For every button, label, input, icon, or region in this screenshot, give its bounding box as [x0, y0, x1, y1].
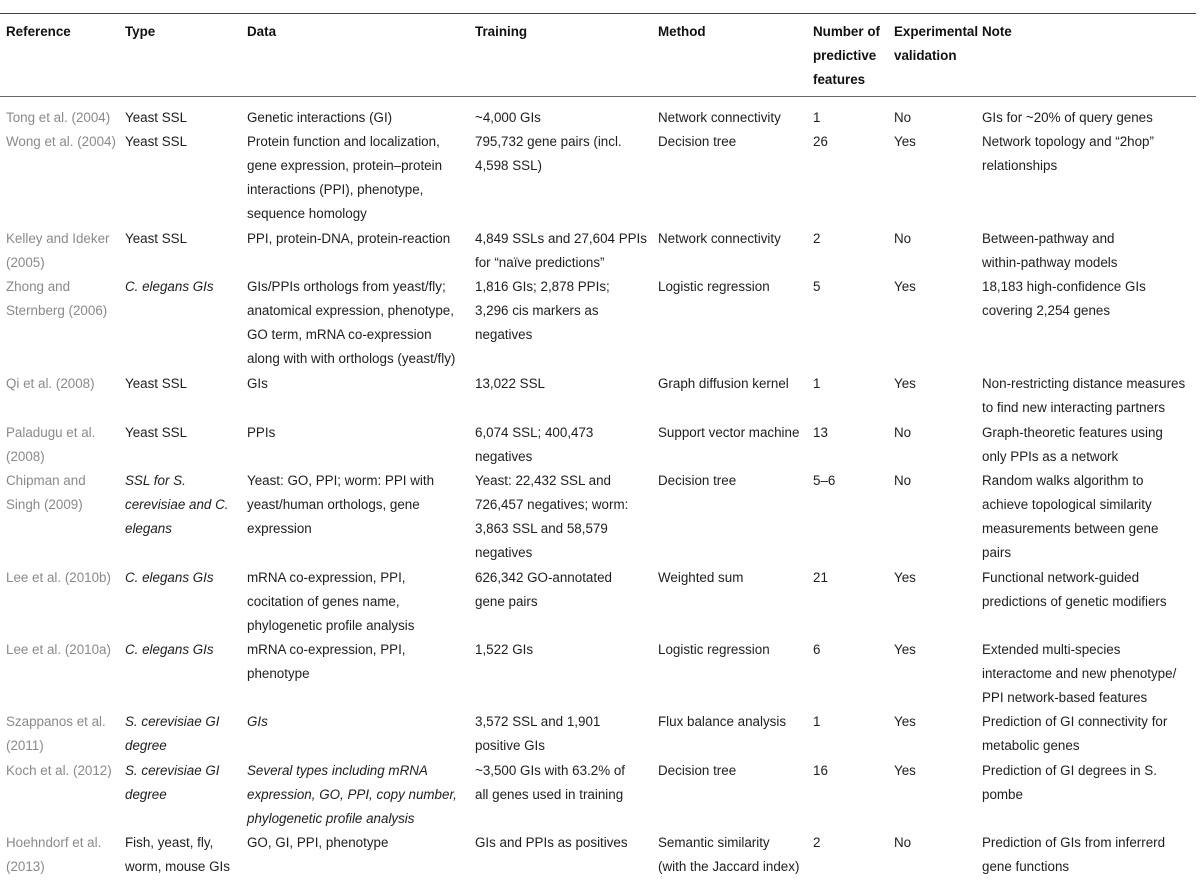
cell-method: Weighted sum [658, 570, 744, 585]
cell-training: 13,022 SSL [475, 376, 545, 391]
cell-data: Yeast: GO, PPI; worm: PPI with yeast/human orthologs, gene expression [247, 473, 435, 536]
cell-features: 6 [813, 642, 821, 657]
cell-type: C. elegans GIs [125, 642, 214, 657]
cell-features: 13 [813, 425, 828, 440]
cell-note: Prediction of GI degrees in S. pombe [982, 763, 1157, 802]
cell-data: Several types including mRNA expression, GO, PPI, copy number, phylogenetic profile analysis [247, 763, 457, 826]
cell-features: 1 [813, 376, 821, 391]
cell-validation: Yes [894, 279, 916, 294]
cell-training: ~3,500 GIs with 63.2% of all genes used in training [475, 763, 625, 802]
cell-note: Prediction of GI connectivity for metabolic genes [982, 714, 1168, 753]
cell-features: 1 [813, 110, 821, 125]
cell-validation: No [894, 835, 912, 850]
cell-data: Genetic interactions (GI) [247, 110, 393, 125]
header-data: Data [247, 24, 277, 39]
header-note: Note [982, 24, 1012, 39]
cell-data: Protein function and localization, gene expression, protein–protein interactions (PPI), phenotype, sequence homology [247, 134, 443, 221]
header-type: Type [125, 24, 156, 39]
cell-validation: Yes [894, 642, 916, 657]
table-top-rule [0, 13, 1196, 14]
cell-note: Extended multi-species interactome and new phenotype/ PPI network-based features [982, 642, 1177, 705]
header-reference: Reference [6, 24, 71, 39]
cell-validation: Yes [894, 134, 916, 149]
cell-reference: Zhong and Sternberg (2006) [6, 279, 108, 318]
cell-type: Yeast SSL [125, 110, 188, 125]
cell-type: Yeast SSL [125, 376, 188, 391]
cell-data: mRNA co-expression, PPI, phenotype [247, 642, 406, 681]
cell-features: 2 [813, 231, 821, 246]
cell-reference: Chipman and Singh (2009) [6, 473, 86, 512]
cell-reference: Koch et al. (2012) [6, 763, 112, 778]
cell-data: GO, GI, PPI, phenotype [247, 835, 389, 850]
cell-note: GIs for ~20% of query genes [982, 110, 1153, 125]
cell-validation: No [894, 231, 912, 246]
cell-note: Network topology and “2hop” relationships [982, 134, 1154, 173]
cell-note: Non-restricting distance measures to find new interacting partners [982, 376, 1186, 415]
cell-training: 6,074 SSL; 400,473 negatives [475, 425, 594, 464]
cell-note: Graph-theoretic features using only PPIs as a network [982, 425, 1163, 464]
cell-features: 26 [813, 134, 828, 149]
cell-training: 1,816 GIs; 2,878 PPIs; 3,296 cis markers as negatives [475, 279, 610, 342]
cell-reference: Qi et al. (2008) [6, 376, 95, 391]
cell-method: Support vector machine [658, 425, 800, 440]
cell-method: Decision tree [658, 763, 737, 778]
cell-validation: Yes [894, 570, 916, 585]
cell-method: Semantic similarity (with the Jaccard index) [658, 835, 800, 874]
cell-validation: No [894, 473, 912, 488]
cell-method: Network connectivity [658, 110, 781, 125]
cell-validation: Yes [894, 714, 916, 729]
cell-validation: Yes [894, 376, 916, 391]
cell-note: Functional network-guided predictions of genetic modifiers [982, 570, 1167, 609]
cell-method: Flux balance analysis [658, 714, 787, 729]
cell-type: Fish, yeast, fly, worm, mouse GIs [125, 835, 230, 874]
cell-reference: Lee et al. (2010a) [6, 642, 111, 657]
cell-method: Decision tree [658, 134, 737, 149]
cell-type: C. elegans GIs [125, 279, 214, 294]
cell-type: S. cerevisiae GI degree [125, 714, 220, 753]
cell-features: 1 [813, 714, 821, 729]
cell-features: 16 [813, 763, 828, 778]
cell-training: ~4,000 GIs [475, 110, 541, 125]
cell-note: Random walks algorithm to achieve topological similarity measurements between gene pairs [982, 473, 1159, 560]
cell-reference: Wong et al. (2004) [6, 134, 116, 149]
cell-features: 5–6 [813, 473, 836, 488]
cell-data: mRNA co-expression, PPI, cocitation of genes name, phylogenetic profile analysis [247, 570, 415, 633]
cell-method: Network connectivity [658, 231, 781, 246]
cell-type: S. cerevisiae GI degree [125, 763, 220, 802]
cell-features: 2 [813, 835, 821, 850]
cell-type: Yeast SSL [125, 134, 188, 149]
header-features: Number of predictive features [813, 24, 880, 87]
header-method: Method [658, 24, 706, 39]
cell-data: GIs/PPIs orthologs from yeast/fly; anatomical expression, phenotype, GO term, mRNA co-expression along with with orthologs (yeast/fly) [247, 279, 456, 366]
cell-method: Decision tree [658, 473, 737, 488]
cell-validation: No [894, 110, 912, 125]
cell-data: GIs [247, 714, 268, 729]
header-training: Training [475, 24, 528, 39]
cell-reference: Tong et al. (2004) [6, 110, 111, 125]
cell-method: Logistic regression [658, 279, 770, 294]
cell-note: Prediction of GIs from inferrerd gene functions [982, 835, 1166, 874]
cell-training: 1,522 GIs [475, 642, 534, 657]
cell-validation: No [894, 425, 912, 440]
cell-reference: Kelley and Ideker (2005) [6, 231, 110, 270]
cell-type: Yeast SSL [125, 231, 188, 246]
cell-validation: Yes [894, 763, 916, 778]
cell-data: PPIs [247, 425, 276, 440]
cell-training: 795,732 gene pairs (incl. 4,598 SSL) [475, 134, 622, 173]
cell-method: Graph diffusion kernel [658, 376, 789, 391]
cell-training: 4,849 SSLs and 27,604 PPIs for “naïve predictions” [475, 231, 647, 270]
cell-reference: Szappanos et al. (2011) [6, 714, 106, 753]
cell-type: Yeast SSL [125, 425, 188, 440]
cell-training: GIs and PPIs as positives [475, 835, 628, 850]
cell-training: 626,342 GO-annotated gene pairs [475, 570, 612, 609]
cell-reference: Hoehndorf et al. (2013) [6, 835, 102, 874]
cell-features: 21 [813, 570, 828, 585]
cell-features: 5 [813, 279, 821, 294]
cell-type: C. elegans GIs [125, 570, 214, 585]
cell-type: SSL for S. cerevisiae and C. elegans [125, 473, 229, 536]
cell-data: GIs [247, 376, 268, 391]
cell-reference: Lee et al. (2010b) [6, 570, 111, 585]
cell-reference: Paladugu et al. (2008) [6, 425, 96, 464]
cell-data: PPI, protein-DNA, protein-reaction [247, 231, 451, 246]
cell-training: 3,572 SSL and 1,901 positive GIs [475, 714, 601, 753]
cell-training: Yeast: 22,432 SSL and 726,457 negatives; worm: 3,863 SSL and 58,579 negatives [475, 473, 629, 560]
header-rule [0, 96, 1196, 97]
cell-note: Between-pathway and within-pathway models [982, 231, 1118, 270]
cell-note: 18,183 high-confidence GIs covering 2,254 genes [982, 279, 1146, 318]
header-validation: Experimental validation [894, 24, 979, 63]
cell-method: Logistic regression [658, 642, 770, 657]
